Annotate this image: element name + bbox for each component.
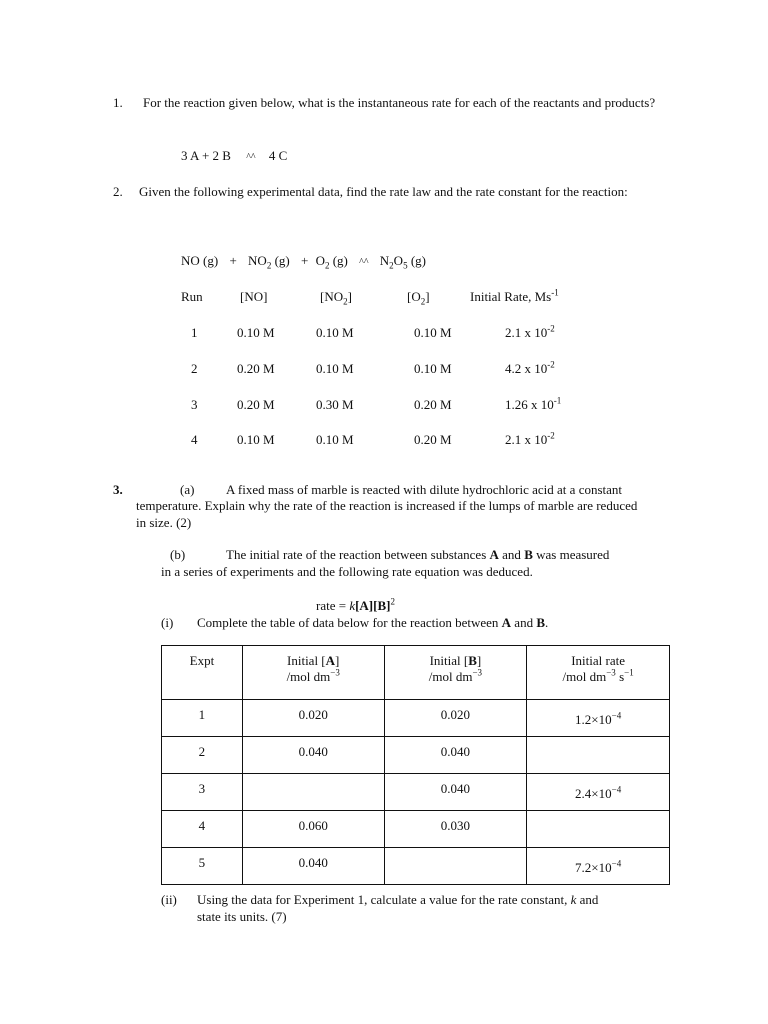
cell-b	[384, 848, 527, 885]
cell-expt: 1	[162, 700, 243, 737]
q2-no2: 0.30 M	[316, 397, 354, 412]
cell-a: 0.040	[242, 737, 384, 774]
table-header-row	[162, 646, 670, 700]
q2-eq-plus: +	[300, 253, 309, 268]
q2-header-no2: $[NO_2]$	[320, 289, 352, 307]
q2-eq-no2: $NO_2$ (g)	[248, 253, 290, 271]
cell-rate: $7.2\times 10^{-4}$	[527, 848, 670, 885]
header-expt: Expt	[162, 646, 243, 700]
q2-no2: 0.10 M	[316, 361, 354, 376]
q3-number: 3.	[113, 482, 123, 497]
q2-equation	[181, 252, 426, 271]
cell-a	[242, 774, 384, 811]
q2-header-run: Run	[181, 289, 203, 304]
header-initial-rate: Initial rate /mol $dm^{-3}$ $s^{-1}$	[527, 646, 670, 700]
q3a-text-line3: in size. (2)	[136, 515, 192, 530]
cell-expt: 5	[162, 848, 243, 885]
q2-eq-no: NO (g)	[181, 253, 219, 268]
cell-rate	[527, 737, 670, 774]
q2-no: 0.20 M	[237, 361, 275, 376]
q3a-text-line2: temperature. Explain why the rate of the reaction is increased if the lumps of marble are reduced	[136, 498, 638, 513]
q2-run: 1	[191, 325, 198, 340]
q2-rate: 4.2 x $10^{-2}$	[505, 359, 555, 376]
cell-b: 0.030	[384, 811, 527, 848]
arrow-icon: ^^	[359, 257, 369, 268]
q2-header-no: [NO]	[240, 289, 268, 304]
table-row	[162, 848, 670, 885]
q3b-text-line1: The initial rate of the reaction between substances A and B was measured	[226, 547, 610, 562]
table-row	[162, 700, 670, 737]
q2-run: 2	[191, 361, 198, 376]
q3bii-label: (ii)	[161, 892, 177, 907]
q2-eq-n2o5: $N_2O_5$ (g)	[379, 253, 426, 271]
q2-eq-o2: $O_2$ (g)	[315, 253, 348, 271]
q2-rate: 2.1 x $10^{-2}$	[505, 430, 555, 447]
q1-text: For the reaction given below, what is the instantaneous rate for each of the reactants and products?	[143, 95, 656, 110]
q2-eq-plus: +	[229, 253, 237, 268]
q1-number: 1.	[113, 95, 123, 110]
q2-number: 2.	[113, 184, 123, 199]
q1-equation	[181, 147, 287, 166]
rate-equation: rate = $k[A][B]^2$	[316, 596, 395, 613]
cell-expt: 3	[162, 774, 243, 811]
q2-o2: 0.10 M	[414, 325, 452, 340]
table-row	[162, 811, 670, 848]
q2-o2: 0.10 M	[414, 361, 452, 376]
header-initial-b: Initial [B] /mol $dm^{-3}$	[384, 646, 527, 700]
header-initial-a: Initial [A] /mol $dm^{-3}$	[242, 646, 384, 700]
q2-header-o2: $[O_2]$	[407, 289, 430, 307]
q3bi-text: Complete the table of data below for the reaction between A and B.	[197, 615, 549, 630]
q2-rate: 1.26 x $10^{-1}$	[505, 395, 562, 412]
cell-a: 0.040	[242, 848, 384, 885]
q3a-text-line1: A fixed mass of marble is reacted with dilute hydrochloric acid at a constant	[226, 482, 623, 497]
cell-b: 0.040	[384, 774, 527, 811]
q2-text: Given the following experimental data, find the rate law and the rate constant for the reaction:	[139, 184, 628, 199]
q1-eq-right: 4 C	[268, 148, 288, 163]
cell-expt: 4	[162, 811, 243, 848]
q2-no2: 0.10 M	[316, 325, 354, 340]
cell-rate	[527, 811, 670, 848]
q2-no2: 0.10 M	[316, 432, 354, 447]
q2-no: 0.10 M	[237, 432, 275, 447]
table-row	[162, 737, 670, 774]
q3bi-label: (i)	[161, 615, 174, 630]
q2-run: 3	[191, 397, 198, 412]
q2-header-rate: Initial Rate, $Ms^{-1}$	[470, 287, 559, 304]
q3bii-text-line2: state its units. (7)	[197, 909, 287, 924]
q1-eq-left: 3 A + 2 B	[181, 148, 231, 163]
cell-rate: $2.4\times 10^{-4}$	[527, 774, 670, 811]
cell-rate: $1.2\times 10^{-4}$	[527, 700, 670, 737]
q2-no: 0.10 M	[237, 325, 275, 340]
q2-no: 0.20 M	[237, 397, 275, 412]
q3a-label: (a)	[180, 482, 195, 497]
q3b-label: (b)	[170, 547, 186, 562]
rate-data-table	[161, 645, 670, 885]
cell-b: 0.020	[384, 700, 527, 737]
q3b-text-line2: in a series of experiments and the following rate equation was deduced.	[161, 564, 533, 579]
table-row	[162, 774, 670, 811]
q2-o2: 0.20 M	[414, 397, 452, 412]
q2-rate: 2.1 x $10^{-2}$	[505, 323, 555, 340]
cell-a: 0.060	[242, 811, 384, 848]
q3bii-text-line1: Using the data for Experiment 1, calculate a value for the rate constant, k and	[197, 892, 599, 907]
cell-expt: 2	[162, 737, 243, 774]
cell-a: 0.020	[242, 700, 384, 737]
cell-b: 0.040	[384, 737, 527, 774]
arrow-icon: ^^	[246, 152, 256, 163]
q2-run: 4	[191, 432, 198, 447]
q2-o2: 0.20 M	[414, 432, 452, 447]
